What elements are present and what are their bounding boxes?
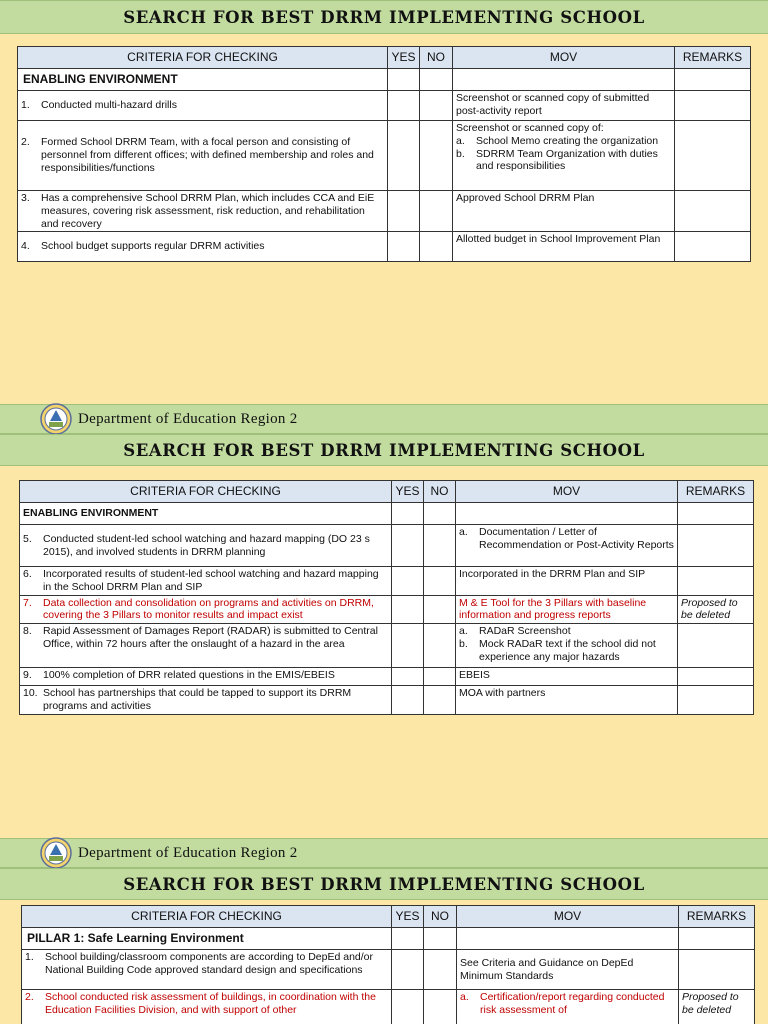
page2-criteria-table [19,480,754,715]
table-row [22,950,755,990]
mov-cell: EBEIS [456,668,678,686]
mov-list [459,625,674,663]
yes-cell[interactable] [388,191,420,232]
deped-seal-icon [40,837,72,869]
mov-cell: MOA with partners [456,686,678,715]
criteria-header: CRITERIA FOR CHECKING [18,47,388,69]
yes-cell[interactable] [392,525,424,567]
yes-cell[interactable] [392,503,424,525]
list-marker: a. [456,134,465,147]
criteria-number: 6. [23,568,32,580]
criteria-number: 1. [25,951,34,963]
no-cell[interactable] [424,990,457,1024]
no-header: NO [424,906,457,928]
list-marker: a. [460,991,469,1003]
mov-header: MOV [453,47,675,69]
criteria-cell [22,990,392,1024]
mov-list [456,135,671,173]
mov-list [460,991,675,1017]
remarks-cell [679,928,755,950]
remarks-cell [675,191,751,232]
no-cell[interactable] [424,595,456,624]
remarks-cell [675,69,751,91]
page3-dept-name: Department of Education Region 2 [78,844,298,861]
yes-cell[interactable] [388,121,420,191]
remarks-cell: Proposed to be deleted [679,990,755,1024]
section-row [22,928,755,950]
list-text: RADaR Screenshot [479,625,571,638]
no-cell[interactable] [420,69,453,91]
remarks-cell [678,567,754,596]
yes-header: YES [392,481,424,503]
yes-cell[interactable] [392,950,424,990]
page3-title: SEARCH FOR BEST DRRM IMPLEMENTING SCHOOL [123,874,645,894]
table-row [20,525,754,567]
mov-cell [453,69,675,91]
remarks-cell [675,232,751,262]
no-cell[interactable] [424,668,456,686]
list-marker: a. [459,625,468,638]
table-row [20,668,754,686]
page1-criteria-table [17,46,751,262]
section-row [18,69,751,91]
list-marker: a. [459,526,468,538]
criteria-text: Incorporated results of student-led school watching and hazard mapping in the School DRRM Plan and SIP [43,568,379,593]
yes-cell[interactable] [392,928,424,950]
table-row [20,595,754,624]
section-row [20,503,754,525]
criteria-text: School has partnerships that could be tapped to support its DRRM programs and activities [43,687,352,712]
criteria-cell [18,232,388,262]
no-cell[interactable] [424,950,457,990]
criteria-number: 5. [23,532,32,545]
table-row [20,686,754,715]
table-row [18,121,751,191]
remarks-cell [678,503,754,525]
page3-criteria-table [21,905,755,1024]
criteria-number: 1. [21,99,30,112]
page2-title-band [0,434,768,466]
page2-title: SEARCH FOR BEST DRRM IMPLEMENTING SCHOOL [123,440,645,460]
yes-cell[interactable] [392,686,424,715]
remarks-header: REMARKS [678,481,754,503]
mov-header: MOV [456,481,678,503]
table-row [20,624,754,668]
no-header: NO [424,481,456,503]
criteria-number: 8. [23,625,32,638]
list-item [459,625,674,638]
remarks-cell [678,668,754,686]
yes-cell[interactable] [392,990,424,1024]
criteria-text: School conducted risk assessment of buildings, in coordination with the Education Facilities Division, and with support of other [45,991,376,1016]
list-text: Mock RADaR text if the school did not experience any major hazards [479,637,656,663]
list-item [456,148,671,174]
criteria-cell [18,91,388,121]
table-row [20,567,754,596]
no-cell[interactable] [420,91,453,121]
criteria-number: 7. [23,596,32,609]
no-header: NO [420,47,453,69]
no-cell[interactable] [420,121,453,191]
page3-dept-band [0,838,768,868]
yes-cell[interactable] [388,69,420,91]
page2-dept-band [0,404,768,434]
criteria-cell [20,624,392,668]
list-item [459,638,674,664]
mov-intro: Screenshot or scanned copy of: [456,122,604,134]
list-item [459,526,674,552]
table-header-row [20,481,754,503]
table-row [18,91,751,121]
mov-cell [453,121,675,191]
criteria-number: 10. [23,687,38,700]
list-text: School Memo creating the organization [476,134,659,147]
criteria-cell [20,567,392,596]
remarks-cell [675,121,751,191]
criteria-number: 3. [21,192,30,204]
mov-cell [456,525,678,567]
yes-cell[interactable] [392,595,424,624]
criteria-number: 4. [21,240,30,253]
mov-cell [456,624,678,668]
list-item [460,991,675,1017]
mov-cell: Screenshot or scanned copy of submitted post-activity report [453,91,675,121]
mov-cell: Approved School DRRM Plan [453,191,675,232]
criteria-text: Conducted multi-hazard drills [41,99,177,112]
yes-cell[interactable] [392,668,424,686]
criteria-cell [20,668,392,686]
list-text: Certification/report regarding conducted risk assessment of [480,991,665,1016]
section-label: PILLAR 1: Safe Learning Environment [22,928,392,950]
page3-title-band [0,868,768,900]
section-label: ENABLING ENVIRONMENT [18,69,388,91]
mov-cell: See Criteria and Guidance on DepEd Minimum Standards [457,950,679,990]
no-cell[interactable] [424,624,456,668]
yes-cell[interactable] [392,567,424,596]
criteria-text: Formed School DRRM Team, with a focal person and consisting of personnel from different offices; with defined membership and roles and responsibilities/functions [41,136,374,174]
page1-title-band [0,0,768,34]
remarks-cell [679,950,755,990]
criteria-number: 2. [25,991,34,1003]
criteria-text: Data collection and consolidation on programs and activities on DRRM, covering the 3 Pillars to monitor results and impact exist [43,596,374,622]
list-marker: b. [456,147,465,160]
criteria-header: CRITERIA FOR CHECKING [22,906,392,928]
list-text: Documentation / Letter of Recommendation or Post-Activity Reports [479,526,674,551]
no-cell[interactable] [420,191,453,232]
remarks-cell: Proposed to be deleted [678,595,754,624]
yes-header: YES [388,47,420,69]
page2-dept-name: Department of Education Region 2 [78,410,298,427]
criteria-cell [22,950,392,990]
criteria-text: Has a comprehensive School DRRM Plan, which includes CCA and EiE measures, covering risk assessment, risk reduction, and rehabilitation and recovery [41,192,375,230]
criteria-text: 100% completion of DRR related questions in the EMIS/EBEIS [43,669,335,682]
mov-cell [457,990,679,1024]
criteria-number: 9. [23,669,32,682]
yes-header: YES [392,906,424,928]
section-label: ENABLING ENVIRONMENT [20,503,392,525]
remarks-header: REMARKS [675,47,751,69]
page1-title: SEARCH FOR BEST DRRM IMPLEMENTING SCHOOL [123,7,645,27]
mov-cell: Allotted budget in School Improvement Plan [453,232,675,262]
criteria-cell [18,121,388,191]
table-header-row [22,906,755,928]
yes-cell[interactable] [388,91,420,121]
no-cell[interactable] [424,686,456,715]
criteria-text: School budget supports regular DRRM activities [41,240,265,253]
table-header-row [18,47,751,69]
remarks-cell [678,624,754,668]
mov-cell [457,928,679,950]
no-cell[interactable] [424,525,456,567]
criteria-number: 2. [21,136,30,149]
criteria-cell [20,595,392,624]
table-row [18,191,751,232]
criteria-cell [20,525,392,567]
table-row [22,990,755,1024]
no-cell[interactable] [424,503,456,525]
remarks-header: REMARKS [679,906,755,928]
mov-header: MOV [457,906,679,928]
table-row [18,232,751,262]
list-marker: b. [459,637,468,650]
no-cell[interactable] [420,232,453,262]
no-cell[interactable] [424,928,457,950]
mov-cell [456,503,678,525]
criteria-cell [20,686,392,715]
remarks-cell [675,91,751,121]
no-cell[interactable] [424,567,456,596]
yes-cell[interactable] [388,232,420,262]
mov-cell: Incorporated in the DRRM Plan and SIP [456,567,678,596]
criteria-cell [18,191,388,232]
remarks-cell [678,686,754,715]
criteria-text: Conducted student-led school watching and hazard mapping (DO 23 s 2015), and involved students in DRRM planning [43,532,370,558]
criteria-text: Rapid Assessment of Damages Report (RADAR) is submitted to Central Office, within 72 hours after the onslaught of a hazard in the area [43,625,378,650]
yes-cell[interactable] [392,624,424,668]
mov-list [459,526,674,552]
criteria-text: School building/classroom components are according to DepEd and/or National Building Code approved standard design and specifications [45,951,374,976]
list-item [456,135,671,148]
criteria-header: CRITERIA FOR CHECKING [20,481,392,503]
remarks-cell [678,525,754,567]
mov-cell: M & E Tool for the 3 Pillars with baseline information and progress reports [456,595,678,624]
list-text: SDRRM Team Organization with duties and responsibilities [476,147,658,173]
deped-seal-icon [40,403,72,435]
